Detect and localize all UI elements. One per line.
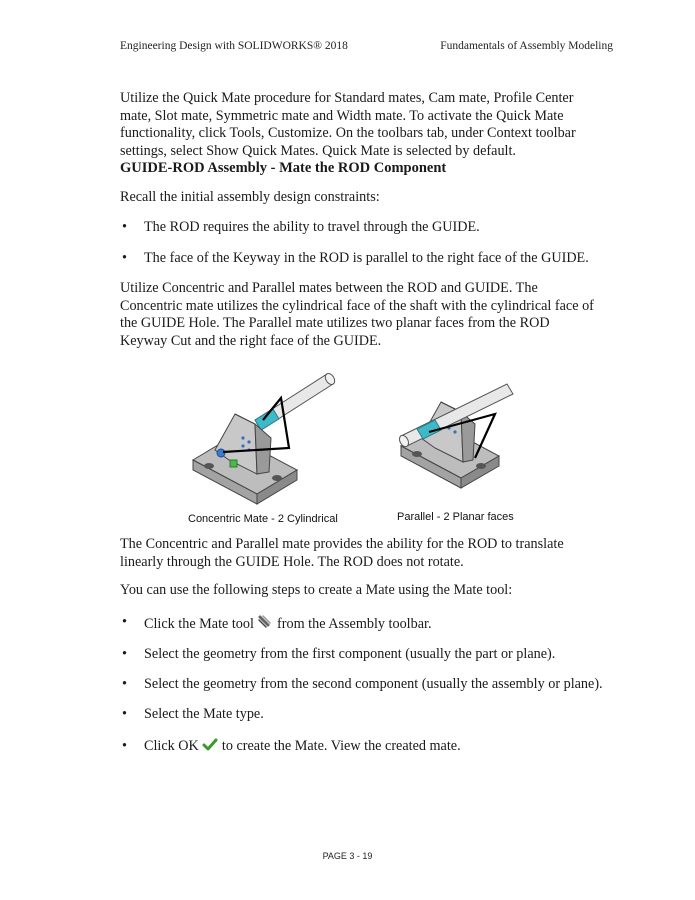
figure-caption-parallel: Parallel - 2 Planar faces (397, 511, 514, 523)
guide-part (193, 414, 297, 504)
step-text: Select the geometry from the first component (usually the part or plane). (144, 646, 556, 662)
running-header-right: Fundamentals of Assembly Modeling (440, 40, 613, 52)
step-text: Click the Mate tool (144, 616, 254, 632)
page-number: PAGE 3 - 19 (322, 851, 373, 861)
bullet: • (122, 706, 127, 722)
ok-checkmark-icon (202, 738, 218, 752)
translate-paragraph (120, 536, 598, 571)
section-heading: GUIDE-ROD Assembly - Mate the ROD Component (120, 160, 447, 176)
constraint-text: The ROD requires the ability to travel through the GUIDE. (144, 219, 480, 235)
intro-text: Utilize the Quick Mate procedure for Standard mates, Cam mate, Profile Center mate, Slot mate, Symmetric mate and Width mate. To activate the Quick Mate functionality, click Tools, Customize. On the toolbars tab, under Context toolbar settings, select Show Quick Mates. Quick Mate is selected by default. (120, 90, 576, 159)
step-text: Click OK (144, 738, 199, 754)
step-text: Select the Mate type. (144, 706, 264, 722)
bullet: • (122, 614, 127, 630)
mate-tool-icon (257, 614, 273, 630)
step-text: to create the Mate. View the created mate. (221, 738, 461, 754)
figure-caption-concentric: Concentric Mate - 2 Cylindrical (188, 513, 338, 525)
mates-text: Utilize Concentric and Parallel mates between the ROD and GUIDE. The Concentric mate utilizes the cylindrical face of the shaft with the cylindrical face of the GUIDE Hole. The Parallel mate utilizes two planar faces from the ROD Keyway Cut and the right face of the GUIDE. (120, 280, 594, 349)
parallel-mate-figure (395, 372, 535, 492)
step-text: from the Assembly toolbar. (277, 616, 432, 632)
step-text: Select the geometry from the second component (usually the assembly or plane). (144, 676, 603, 692)
translate-text: The Concentric and Parallel mate provides the ability for the ROD to translate linearly through the GUIDE Hole. The ROD does not rotate. (120, 536, 564, 570)
bullet: • (122, 646, 127, 662)
rod-part (255, 372, 337, 430)
steps-intro: You can use the following steps to create a Mate using the Mate tool: (120, 582, 513, 598)
bullet: • (122, 219, 127, 235)
intro-paragraph (120, 90, 598, 160)
mates-paragraph (120, 280, 598, 350)
constraint-text: The face of the Keyway in the ROD is parallel to the right face of the GUIDE. (144, 250, 589, 266)
bullet: • (122, 738, 127, 754)
recall-text: Recall the initial assembly design constraints: (120, 189, 380, 205)
running-header-left: Engineering Design with SOLIDWORKS® 2018 (120, 40, 348, 52)
bullet: • (122, 250, 127, 266)
bullet: • (122, 676, 127, 692)
concentric-mate-figure (185, 368, 345, 508)
